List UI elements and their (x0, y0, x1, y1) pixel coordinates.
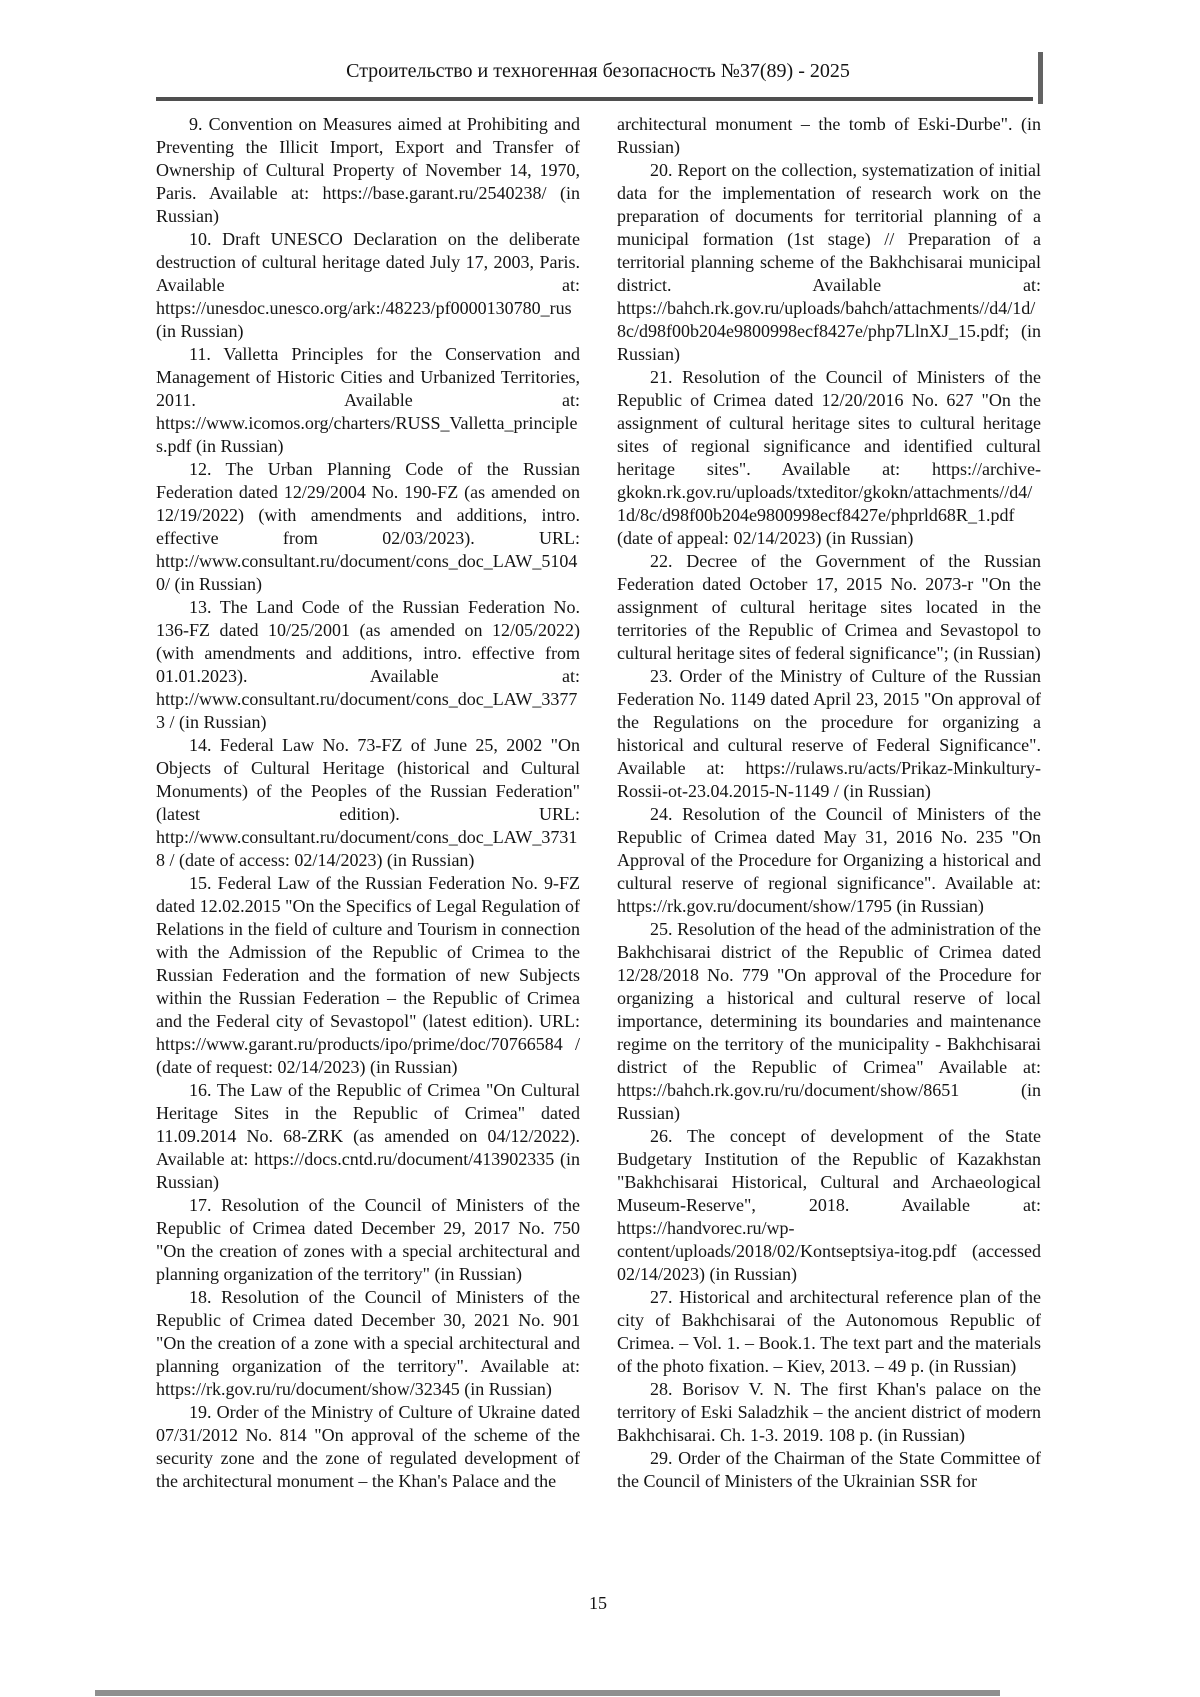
reference-item: 20. Report on the collection, systematization of initial data for the implementation of research work on the preparation of documents for territorial planning of a municipal formation (1st stage) // Preparation of a territorial planning scheme of the Bakhchisarai municipal district. Available at: https://bahch.rk.gov.ru/uploads/bahch/attachments//d4/1d/8c/d98f00b204e9800998ecf8427e/php7LlnXJ_15.pdf; (in Russian) (617, 160, 1041, 364)
reference-item: 23. Order of the Ministry of Culture of the Russian Federation No. 1149 dated April 23, 2015 "On approval of the Regulations on the procedure for organizing a historical and cultural reserve of Federal Significance". Available at: https://rulaws.ru/acts/Prikaz-Minkultury-Rossii-ot-23.04.2015-N-1149 / (in Russian) (617, 666, 1041, 801)
reference-item: 11. Valletta Principles for the Conservation and Management of Historic Cities and Urbanized Territories, 2011. Available at: https://www.icomos.org/charters/RUSS_Valletta_principles.pdf (in Russian) (156, 344, 580, 456)
reference-item: 24. Resolution of the Council of Ministers of the Republic of Crimea dated May 31, 2016 No. 235 "On Approval of the Procedure for Organizing a historical and cultural reserve of regional significance". Available at: https://rk.gov.ru/document/show/1795 (in Russian) (617, 804, 1041, 916)
reference-item: 13. The Land Code of the Russian Federation No. 136-FZ dated 10/25/2001 (as amended on 12/05/2022) (with amendments and additions, intro. effective from 01.01.2023). Available at: http://www.consultant.ru/document/cons_doc_LAW_33773 / (in Russian) (156, 597, 580, 732)
page-bottom-scan-shadow (95, 1690, 1000, 1696)
reference-item: 22. Decree of the Government of the Russian Federation dated October 17, 2015 No. 2073-r "On the assignment of cultural heritage sites located in the territories of the Republic of Crimea and Sevastopol to cultural heritage sites of federal significance"; (in Russian) (617, 551, 1041, 663)
reference-item: 10. Draft UNESCO Declaration on the deliberate destruction of cultural heritage dated July 17, 2003, Paris. Available at: https://unesdoc.unesco.org/ark:/48223/pf0000130780_rus (in Russian) (156, 229, 580, 341)
reference-item: 21. Resolution of the Council of Ministers of the Republic of Crimea dated 12/20/2016 No. 627 "On the assignment of cultural heritage sites to cultural heritage sites of regional significance and identified cultural heritage sites". Available at: https://archive-gkokn.rk.gov.ru/uploads/txteditor/gkokn/attachments//d4/1d/8c/d98f00b204e9800998ecf8427e/phprld68R_1.pdf (date of appeal: 02/14/2023) (in Russian) (617, 367, 1041, 548)
page-number: 15 (589, 1593, 607, 1613)
references-left-column (156, 113, 580, 1493)
scan-edge-mark (1038, 52, 1043, 104)
reference-item: 14. Federal Law No. 73-FZ of June 25, 2002 "On Objects of Cultural Heritage (historical and Cultural Monuments) of the Peoples of the Russian Federation" (latest edition). URL: http://www.consultant.ru/document/cons_doc_LAW_37318 / (date of access: 02/14/2023) (in Russian) (156, 735, 580, 870)
reference-item: 17. Resolution of the Council of Ministers of the Republic of Crimea dated December 29, 2017 No. 750 "On the creation of zones with a special architectural and planning organization of the territory" (in Russian) (156, 1195, 580, 1284)
reference-item: architectural monument – the tomb of Eski-Durbe". (in Russian) (617, 114, 1041, 157)
journal-header-title: Строительство и техногенная безопасность №37(89) - 2025 (346, 60, 850, 82)
reference-item: 19. Order of the Ministry of Culture of Ukraine dated 07/31/2012 No. 814 "On approval of the scheme of the security zone and the zone of regulated development of the architectural monument – the Khan's Palace and the (156, 1402, 580, 1491)
reference-item: 28. Borisov V. N. The first Khan's palace on the territory of Eski Saladzhik – the ancient district of modern Bakhchisarai. Ch. 1-3. 2019. 108 p. (in Russian) (617, 1379, 1041, 1445)
reference-item: 9. Convention on Measures aimed at Prohibiting and Preventing the Illicit Import, Export and Transfer of Ownership of Cultural Property of November 14, 1970, Paris. Available at: https://base.garant.ru/2540238/ (in Russian) (156, 114, 580, 226)
reference-item: 18. Resolution of the Council of Ministers of the Republic of Crimea dated December 30, 2021 No. 901 "On the creation of a zone with a special architectural and planning organization of the territory". Available at: https://rk.gov.ru/ru/document/show/32345 (in Russian) (156, 1287, 580, 1399)
references-two-column-layout (156, 113, 1040, 1493)
reference-item: 12. The Urban Planning Code of the Russian Federation dated 12/29/2004 No. 190-FZ (as amended on 12/19/2022) (with amendments and additions, intro. effective from 02/03/2023). URL: http://www.consultant.ru/document/cons_doc_LAW_51040/ (in Russian) (156, 459, 580, 594)
references-right-column (617, 113, 1041, 1493)
reference-item: 26. The concept of development of the State Budgetary Institution of the Republic of Kazakhstan "Bakhchisarai Historical, Cultural and Archaeological Museum-Reserve", 2018. Available at: https://handvorec.ru/wp-content/uploads/2018/02/Kontseptsiya-itog.pdf (accessed 02/14/2023) (in Russian) (617, 1126, 1041, 1284)
reference-item: 27. Historical and architectural reference plan of the city of Bakhchisarai of the Autonomous Republic of Crimea. – Vol. 1. – Book.1. The text part and the materials of the photo fixation. – Kiev, 2013. – 49 p. (in Russian) (617, 1287, 1041, 1376)
reference-item: 15. Federal Law of the Russian Federation No. 9-FZ dated 12.02.2015 "On the Specifics of Legal Regulation of Relations in the field of culture and Tourism in connection with the Admission of the Republic of Crimea to the Russian Federation and the formation of new Subjects within the Russian Federation – the Republic of Crimea and the Federal city of Sevastopol" (latest edition). URL: https://www.garant.ru/products/ipo/prime/doc/70766584 / (date of request: 02/14/2023) (in Russian) (156, 873, 580, 1077)
header-rule (156, 97, 1033, 101)
reference-item: 25. Resolution of the head of the administration of the Bakhchisarai district of the Republic of Crimea dated 12/28/2018 No. 779 "On approval of the Procedure for organizing a historical and cultural reserve of local importance, determining its boundaries and maintenance regime on the territory of the municipality - Bakhchisarai district of the Republic of Crimea" Available at: https://bahch.rk.gov.ru/ru/document/show/8651 (in Russian) (617, 919, 1041, 1123)
reference-item: 16. The Law of the Republic of Crimea "On Cultural Heritage Sites in the Republic of Crimea" dated 11.09.2014 No. 68-ZRK (as amended on 04/12/2022). Available at: https://docs.cntd.ru/document/413902335 (in Russian) (156, 1080, 580, 1192)
reference-item: 29. Order of the Chairman of the State Committee of the Council of Ministers of the Ukrainian SSR for (617, 1448, 1041, 1491)
